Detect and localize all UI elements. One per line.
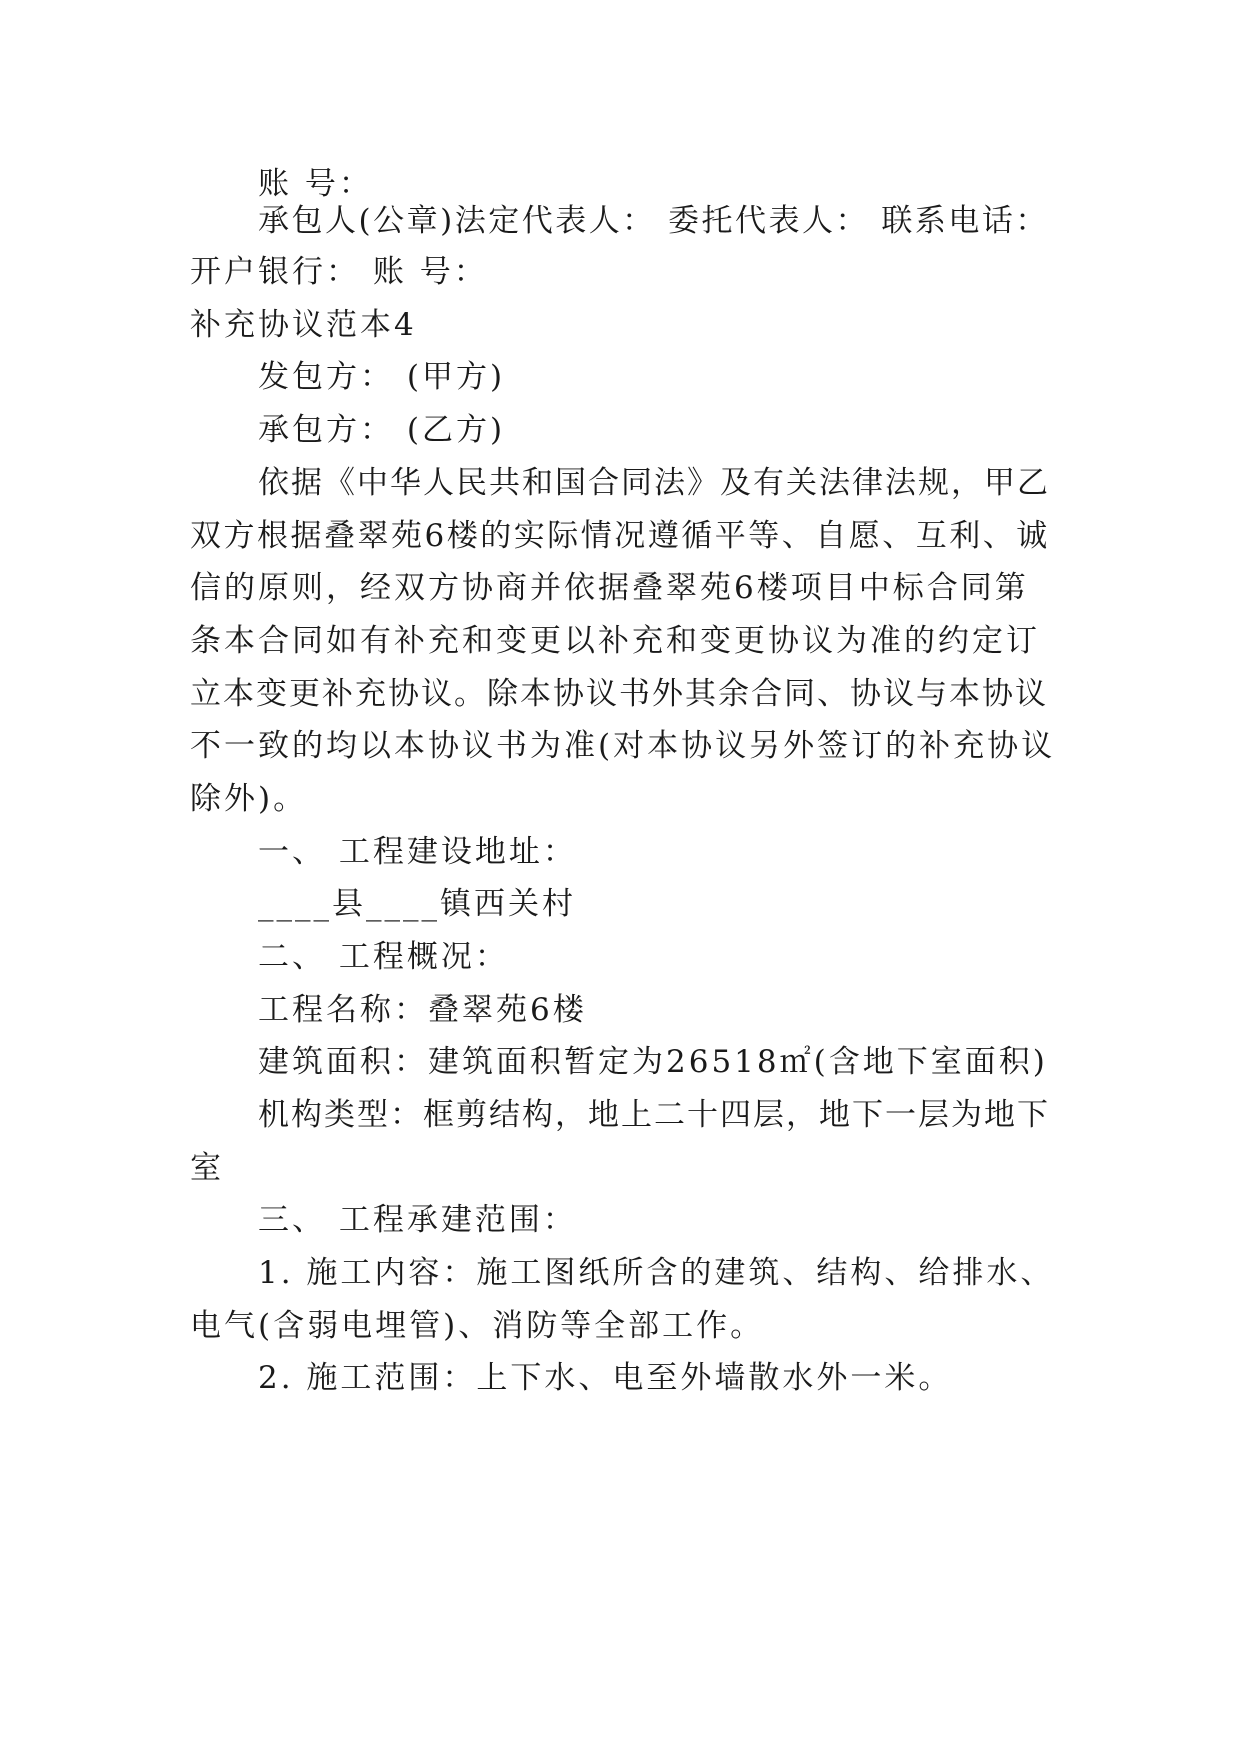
heading-construction-address: 一、 工程建设地址：: [258, 834, 577, 870]
paragraph-line: 双方根据叠翠苑6楼的实际情况遵循平等、自愿、互利、诚: [190, 518, 1050, 554]
construction-address-value: ____县____镇西关村: [258, 886, 576, 922]
paragraph-line: 信的原则，经双方协商并依据叠翠苑6楼项目中标合同第: [190, 570, 1029, 606]
structure-type-line: 机构类型：框剪结构，地上二十四层，地下一层为地下: [258, 1097, 1050, 1133]
paragraph-line: 条本合同如有补充和变更以补充和变更协议为准的约定订: [190, 623, 1040, 659]
account-number-line: 账 号：: [258, 166, 373, 202]
structure-type-line-continued: 室: [190, 1150, 224, 1186]
section-title: 补充协议范本4: [190, 307, 417, 343]
party-a-line: 发包方： (甲方): [258, 359, 506, 395]
paragraph-line: 不一致的均以本协议书为准(对本协议另外签订的补充协议: [190, 728, 1056, 764]
scope-item-1: 1. 施工内容：施工图纸所含的建筑、结构、给排水、: [258, 1255, 1055, 1291]
scope-item-2: 2. 施工范围：上下水、电至外墙散水外一米。: [258, 1360, 953, 1396]
paragraph-line: 除外)。: [190, 781, 308, 817]
party-b-line: 承包方： (乙方): [258, 412, 506, 448]
bank-account-line: 开户银行： 账 号：: [190, 254, 488, 290]
paragraph-line: 依据《中华人民共和国合同法》及有关法律法规，甲乙: [258, 465, 1050, 501]
paragraph-line: 立本变更补充协议。除本协议书外其余合同、协议与本协议: [190, 676, 1048, 712]
building-area-line: 建筑面积：建筑面积暂定为26518㎡(含地下室面积): [258, 1044, 1048, 1080]
heading-project-overview: 二、 工程概况：: [258, 939, 509, 975]
project-name-line: 工程名称：叠翠苑6楼: [258, 992, 587, 1028]
heading-construction-scope: 三、 工程承建范围：: [258, 1202, 577, 1238]
scope-item-1-continued: 电气(含弱电埋管)、消防等全部工作。: [190, 1308, 765, 1344]
contractor-signature-line: 承包人(公章)法定代表人： 委托代表人： 联系电话：: [258, 203, 1049, 239]
